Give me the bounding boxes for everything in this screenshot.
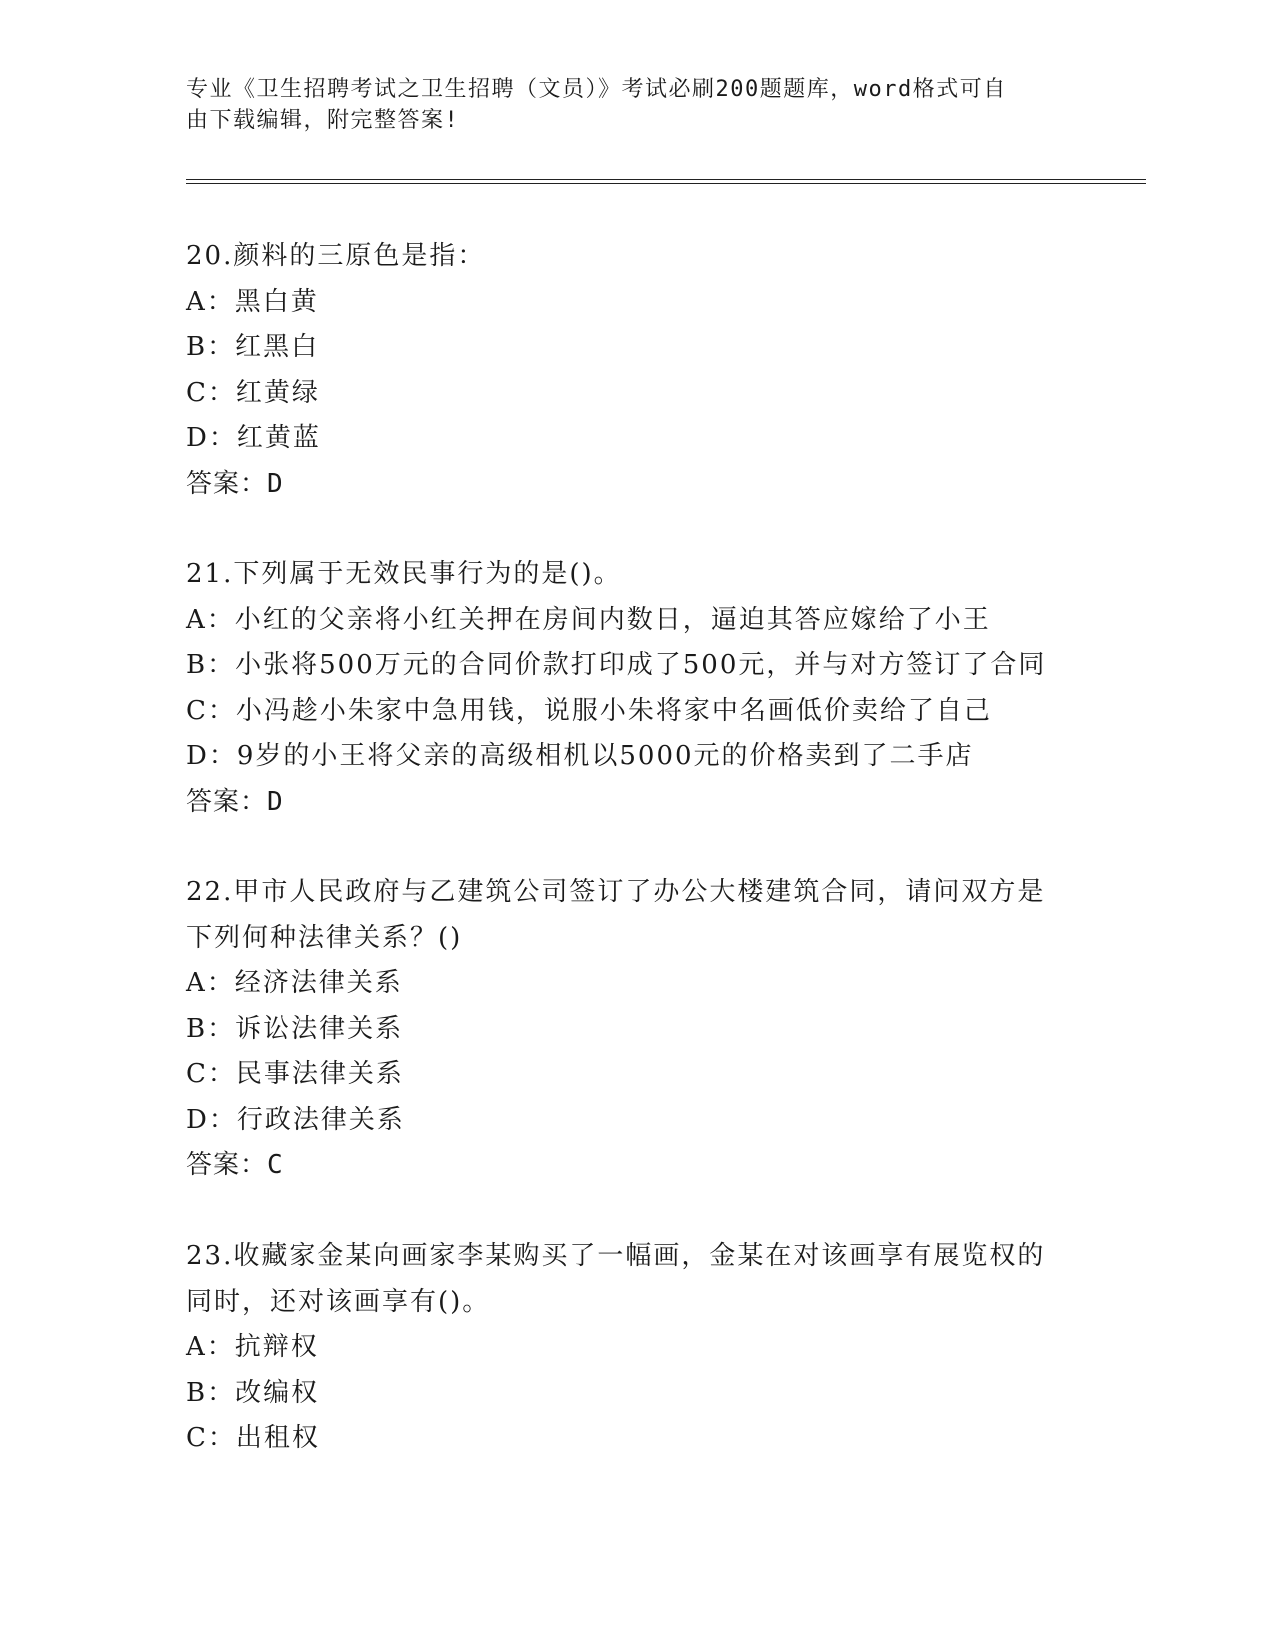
answer: 答案：D bbox=[186, 468, 284, 499]
option-a: A：小红的父亲将小红关押在房间内数日，逼迫其答应嫁给了小王 bbox=[186, 604, 991, 635]
option-a: A：抗辩权 bbox=[186, 1332, 319, 1362]
document-header bbox=[186, 74, 1066, 136]
option-b: B：改编权 bbox=[186, 1377, 320, 1408]
option-d: D：红黄蓝 bbox=[186, 423, 321, 453]
question-stem: 23.收藏家金某向画家李某购买了一幅画，金某在对该画享有展览权的 bbox=[186, 1241, 1046, 1271]
option-c: C：出租权 bbox=[186, 1423, 320, 1453]
option-b: B：红黑白 bbox=[186, 332, 320, 362]
header-line-2: 由下载编辑，附完整答案! bbox=[186, 108, 460, 133]
option-c: C：民事法律关系 bbox=[186, 1059, 404, 1089]
question-22 bbox=[186, 870, 1086, 1189]
option-b: B：诉讼法律关系 bbox=[186, 1013, 404, 1044]
question-stem: 21.下列属于无效民事行为的是()。 bbox=[186, 559, 622, 589]
option-c: C：红黄绿 bbox=[186, 377, 320, 408]
option-d: D：行政法律关系 bbox=[186, 1104, 405, 1135]
question-stem-continued: 下列何种法律关系？() bbox=[186, 922, 463, 953]
option-c: C：小冯趁小朱家中急用钱，说服小朱将家中名画低价卖给了自己 bbox=[186, 695, 992, 726]
header-divider-top bbox=[186, 179, 1146, 180]
question-stem: 20.颜料的三原色是指： bbox=[186, 241, 486, 271]
question-23 bbox=[186, 1234, 1086, 1462]
question-stem-continued: 同时，还对该画享有()。 bbox=[186, 1286, 491, 1317]
answer: 答案：D bbox=[186, 786, 284, 817]
answer: 答案：C bbox=[186, 1150, 284, 1180]
option-d: D：9岁的小王将父亲的高级相机以5000元的价格卖到了二手店 bbox=[186, 741, 974, 771]
question-20 bbox=[186, 234, 1086, 507]
question-stem: 22.甲市人民政府与乙建筑公司签订了办公大楼建筑合同，请问双方是 bbox=[186, 877, 1046, 907]
option-a: A：经济法律关系 bbox=[186, 968, 403, 998]
option-b: B：小张将500万元的合同价款打印成了500元，并与对方签订了合同 bbox=[186, 650, 1047, 680]
header-line-1: 专业《卫生招聘考试之卫生招聘（文员）》考试必刷200题题库，word格式可自 bbox=[186, 77, 1007, 102]
option-a: A：黑白黄 bbox=[186, 286, 319, 317]
question-21 bbox=[186, 552, 1086, 825]
header-divider-bottom bbox=[186, 183, 1146, 184]
